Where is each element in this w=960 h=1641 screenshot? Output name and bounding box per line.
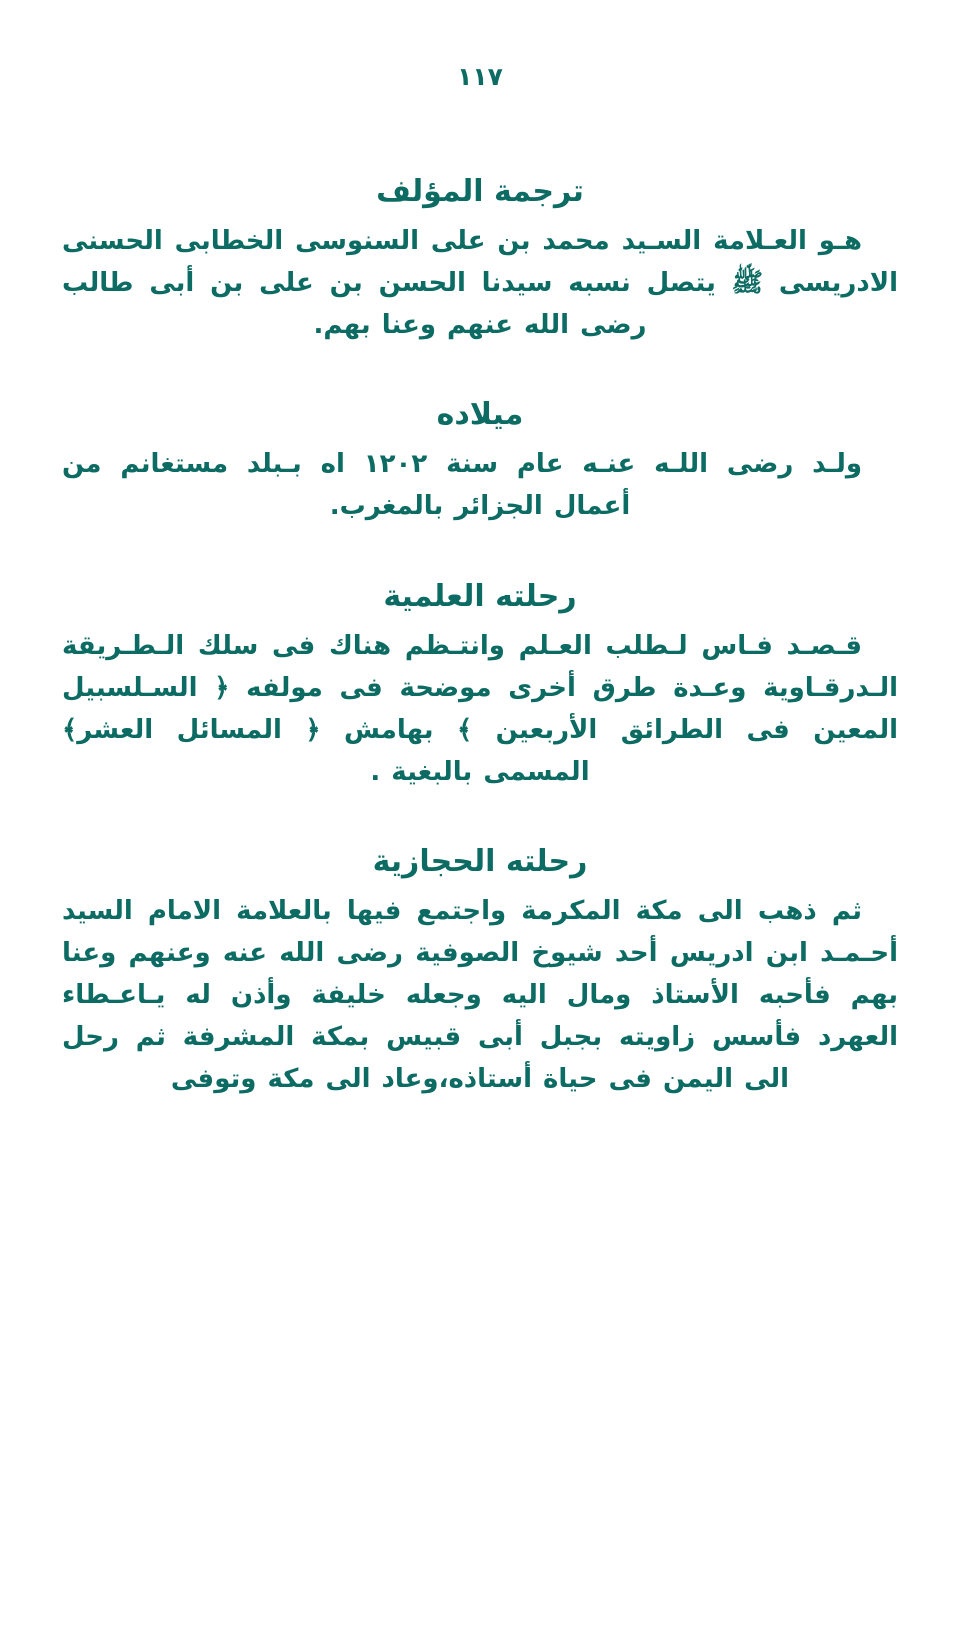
page-content [0, 169, 960, 1101]
section-heading: ميلاده [436, 397, 524, 433]
section-hijaz-journey [62, 839, 898, 1101]
section-paragraph: قـصـد فـاس لـطلب العـلم وانتـظم هناك فى سلك الـطـريقة الـدرقـاوية وعـدة طرق أخرى موضحة فى مولفه ﴿ السـلسبيل المعين فى الطرائق الأربعين ﴾ بهامش ﴿ المسائل العشر﴾ المسمى بالبغية . [62, 630, 898, 787]
section-heading: رحلته الحجازية [372, 843, 588, 879]
section-heading: ترجمة المؤلف [376, 174, 584, 209]
section-birth [62, 392, 898, 527]
section-paragraph: هـو العـلامة السـيد محمد بن على السنوسى الخطابى الحسنى الادريسى ﷺ يتصل نسبه سيدنا الحسن بن على بن أبى طالب رضى الله عنهم وعنا بهم. [62, 226, 898, 341]
section-scholarly-journey [62, 574, 898, 793]
spacer [62, 528, 898, 574]
spacer [62, 793, 898, 839]
section-paragraph: ولـد رضى اللـه عنـه عام سنة ١٢٠٢ اه بـبلد مستغانم من أعمال الجزائر بالمغرب. [62, 449, 862, 522]
section-author-biography [62, 169, 898, 346]
section-paragraph: ثم ذهب الى مكة المكرمة واجتمع فيها بالعلامة الامام السيد أحـمـد ابن ادريس أحد شيوخ الصوفية رضى الله عنه وعنهم وعنا بهم فأحبه الأستاذ ومال اليه وجعله خليفة وأذن له يـاعـطاء العهرد فأسس زاويته بجبل أبى قبيس بمكة المشرفة ثم رحل الى اليمن فى حياة أستاذه،وعاد الى مكة وتوفى [62, 895, 898, 1095]
page-number: ١١٧ [457, 62, 503, 91]
section-heading: رحلته العلمية [383, 578, 577, 614]
spacer [62, 346, 898, 392]
